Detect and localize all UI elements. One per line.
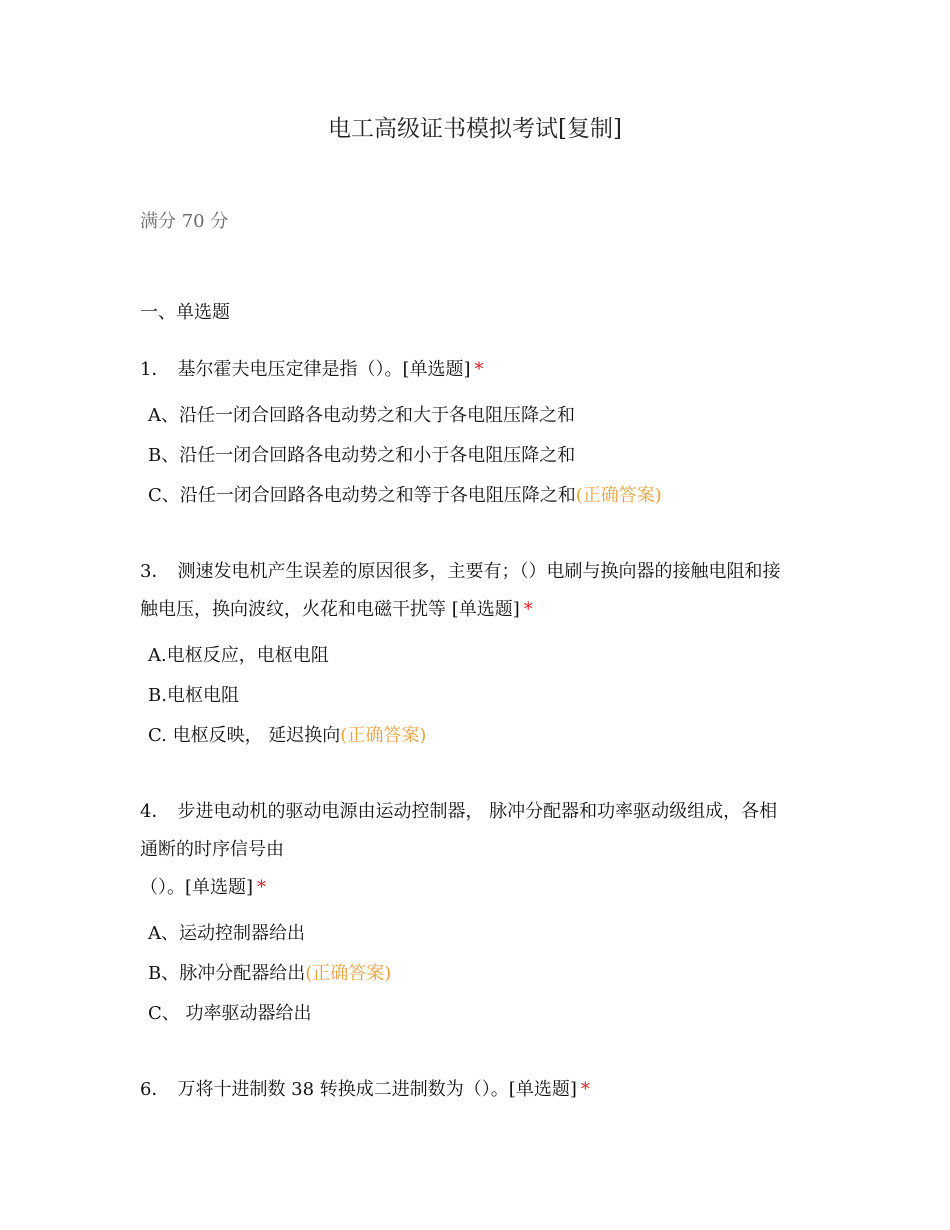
option-item[interactable]: [148, 1002, 312, 1026]
option-text: A.电枢反应，电枢电阻: [148, 645, 329, 666]
question-4: [140, 793, 820, 907]
question-number: 4．: [140, 801, 170, 822]
question-text-line: [140, 793, 820, 831]
question-number: 1．: [140, 359, 170, 380]
question-1: [140, 351, 820, 389]
question-3: [140, 553, 820, 629]
question-text-line: [140, 869, 820, 907]
question-text-line: [140, 1071, 820, 1109]
correct-answer-tag: (正确答案): [575, 485, 662, 506]
question-number: 3．: [140, 561, 170, 582]
option-item[interactable]: [148, 684, 239, 708]
option-item[interactable]: [148, 724, 426, 748]
option-text: A、运动控制器给出: [148, 923, 305, 944]
option-text: C. 电枢反映， 延迟换向: [148, 725, 341, 746]
option-item[interactable]: [148, 644, 329, 668]
question-text-line: [140, 591, 820, 629]
required-mark: *: [474, 359, 484, 380]
required-mark: *: [523, 599, 533, 620]
question-text-line: [140, 553, 820, 591]
question-stem: 万将十进制数 38 转换成二进制数为（）。[单选题]: [177, 1079, 577, 1100]
option-text: C、沿任一闭合回路各电动势之和等于各电阻压降之和: [148, 485, 576, 506]
question-stem: 测速发电机产生误差的原因很多，主要有；（）电刷与换向器的接触电阻和接: [177, 561, 781, 582]
question-stem: 步进电动机的驱动电源由运动控制器， 脉冲分配器和功率驱动级组成，各相: [177, 801, 778, 822]
question-number: 6．: [140, 1079, 170, 1100]
option-item[interactable]: [148, 922, 305, 946]
option-text: B.电枢电阻: [148, 685, 239, 706]
option-text: C、 功率驱动器给出: [148, 1003, 312, 1024]
question-stem: 触电压，换向波纹，火花和电磁干扰等 [单选题]: [140, 599, 520, 620]
question-stem: （）。[单选题]: [140, 877, 254, 898]
option-item[interactable]: [148, 962, 391, 986]
correct-answer-tag: (正确答案): [305, 963, 392, 984]
option-text: A、沿任一闭合回路各电动势之和大于各电阻压降之和: [148, 405, 575, 426]
section-heading: 一、单选题: [140, 302, 230, 323]
correct-answer-tag: (正确答案): [340, 725, 427, 746]
required-mark: *: [580, 1079, 590, 1100]
page-title: 电工高级证书模拟考试[复制]: [328, 116, 622, 142]
question-text-line: [140, 831, 820, 869]
option-text: B、脉冲分配器给出: [148, 963, 306, 984]
option-item[interactable]: [148, 444, 575, 468]
option-text: B、沿任一闭合回路各电动势之和小于各电阻压降之和: [148, 445, 576, 466]
question-text-line: [140, 351, 820, 389]
question-stem: 通断的时序信号由: [140, 839, 284, 860]
full-score: 满分 70 分: [140, 211, 229, 232]
option-item[interactable]: [148, 404, 575, 428]
question-stem: 基尔霍夫电压定律是指（）。[单选题]: [177, 359, 471, 380]
question-6: [140, 1071, 820, 1109]
option-item[interactable]: [148, 484, 662, 508]
required-mark: *: [257, 877, 267, 898]
